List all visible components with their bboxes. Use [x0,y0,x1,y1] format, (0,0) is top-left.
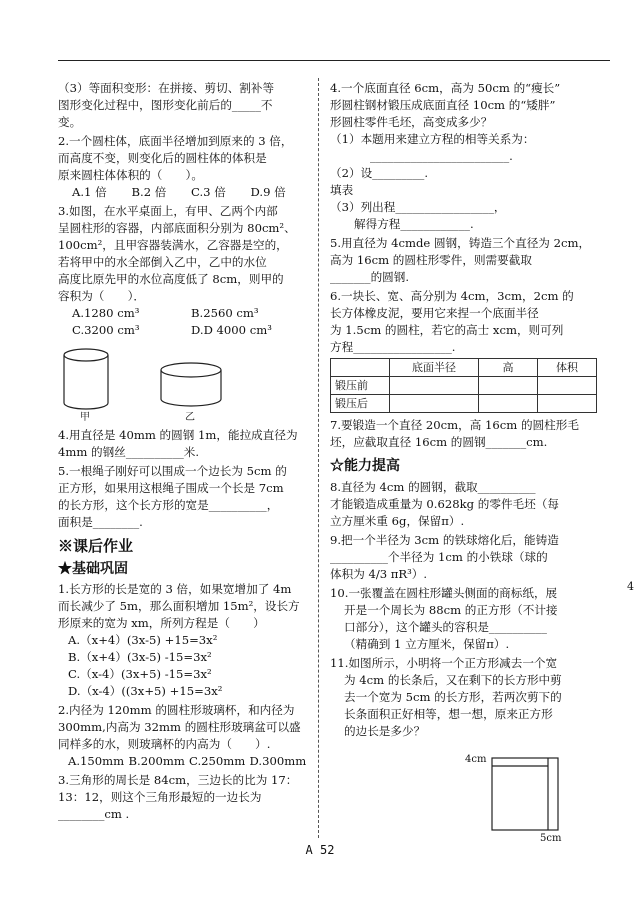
text-line: 1.长方形的长是宽的 3 倍，如果宽增加了 4m [58,582,292,596]
text-line: 9.把一个半径为 3cm 的铁球熔化后，能铸造 [330,533,559,547]
text-line: （1）本题用来建立方程的相等关系为： [330,132,535,146]
text-line: 长方体橡皮泥，要用它来捏一个底面半径 [330,306,539,320]
option-d: D.300mm [249,754,307,768]
text-line: ________________________. [370,149,513,163]
question-5 [58,463,310,531]
text-line: 立方厘米重 6g，保留π）. [330,514,465,528]
options [58,753,310,770]
cylinders-drawing [58,343,308,423]
label-5cm: 5cm [540,833,562,844]
text-line: 8.直径为 4cm 的圆钢，截取__________ [330,480,536,494]
text-line: （3）等面积变形：在拼接、剪切、割补等 [58,81,275,95]
section-homework-title: ※课后作业 [58,537,134,555]
homework-question-3 [58,772,310,823]
text-line: 100cm²，且甲容器装满水，乙容器是空的， [58,238,288,252]
left-column [58,80,310,825]
header-rule [58,60,610,61]
text-line: 2.一个圆柱体，底面半径增加到原来的 3 倍， [58,134,293,148]
homework-question-1 [58,581,310,700]
text-line: 的边长是多少？ [344,724,426,738]
table-cell: 高 [479,359,538,377]
option-d: D.（x-4）((3x+5) +15=3x² [68,684,223,698]
homework-question-2 [58,702,310,770]
right-column [330,80,612,843]
text-line: 4mm 的钢丝__________米. [58,445,200,459]
text-line: 变。 [58,115,82,129]
question-r7 [330,417,612,451]
text-line: （3）列出程_________________， [330,200,506,214]
option-b: B.（x+4）(3x-5) -15=3x² [68,650,212,664]
text-line: （2）设_________. [330,166,429,180]
item-area-transform [58,80,310,131]
table-cell[interactable] [390,395,479,413]
option-c: C.（x-4）(3x+5) -15=3x² [68,667,212,681]
text-line: 若将甲中的水全部倒入乙中，乙中的水位 [58,255,267,269]
option-c: C.3200 cm³ [72,323,140,337]
option-b: B.2560 cm³ [191,306,259,320]
text-line: 原来圆柱体体积的（ ）。 [58,168,203,182]
text-line: 呈圆柱形的容器，内部底面积分别为 80cm²、 [58,221,296,235]
square-cut-figure [330,746,612,844]
text-line: _______的圆钢. [330,270,410,284]
table-cell[interactable] [538,377,597,395]
question-r9 [330,532,612,583]
text-line: 开是一个周长为 88cm 的正方形（不计接 [344,603,558,617]
text-line: 高为 16cm 的圆柱形零件，则需要截取 [330,253,532,267]
text-line: 形圆柱钢材锻压成底面直径 10cm 的“矮胖” [330,98,556,112]
option-a: A.（x+4）(3x-5) +15=3x² [68,633,218,647]
option-a: A.1280 cm³ [72,306,140,320]
label-4cm: 4cm [465,754,487,765]
option-b: B.2 倍 [131,185,167,199]
text-line: 300mm,内高为 32mm 的圆柱形玻璃盆可以盛 [58,720,301,734]
options [58,184,310,201]
text-line: 7.要锻造一个直径 20cm，高 16cm 的圆柱形毛 [330,418,579,432]
text-line: 填表 [330,183,354,197]
option-b: B.200mm [128,754,185,768]
text-line: 形圆柱零件毛坯，高变成多少？ [330,115,493,129]
table-cell: 底面半径 [390,359,479,377]
text-line: 为 4cm 的长条后，又在剩下的长方形中剪 [344,673,562,687]
text-line: 5.一根绳子刚好可以围成一个边长为 5cm 的 [58,464,287,478]
text-line: 才能锻造成重量为 0.628kg 的零件毛坯（每 [330,497,559,511]
table-cell: 锻压前 [331,377,390,395]
text-line: 6.一块长、宽、高分别为 4cm，3cm，2cm 的 [330,289,574,303]
text-line: 4.用直径是 40mm 的圆钢 1m，能拉成直径为 [58,428,298,442]
question-2 [58,133,310,201]
text-line: 面积是________. [58,515,143,529]
table-cell[interactable] [390,377,479,395]
text-line: 容积为（ ）． [58,289,145,303]
text-line: 3.三角形的周长是 84cm，三边长的比为 17： [58,773,298,787]
text-line: 13：12，则这个三角形最短的一边长为 [58,790,262,804]
text-line: 的长方形，这个长方形的宽是__________， [58,498,279,512]
text-line: 同样多的水，则玻璃杯的内高为（ ）. [58,737,271,751]
option-c: C.250mm [189,754,246,768]
table-cell: 体积 [538,359,597,377]
text-line: 解得方程____________. [354,217,474,231]
question-4 [58,427,310,461]
text-line: 10.一张覆盖在圆柱形罐头侧面的商标纸，展 [330,586,558,600]
table-cell[interactable] [479,377,538,395]
text-line: 5.用直径为 4cmde 圆钢，铸造三个直径为 2cm， [330,236,591,250]
question-r8 [330,479,612,530]
text-line: 为 1.5cm 的圆柱，若它的高士 xcm，则可列 [330,323,564,337]
text-line: 坯，应截取直径 16cm 的圆钢_______cm. [330,435,548,449]
column-divider [318,78,319,838]
question-3 [58,203,310,423]
cylinder-figure [58,343,310,423]
text-line: 图形变化过程中，图形变化前后的_____不 [58,98,273,112]
text-line: 2.内径为 120mm 的圆柱形玻璃杯，和内径为 [58,703,295,717]
section-ability-title: ☆能力提高 [330,458,400,474]
text-line: ________cm . [58,807,130,821]
table-row [331,395,597,413]
text-line: 正方形，如果用这根绳子围成一个长是 7cm [58,481,284,495]
question-r10 [330,585,612,653]
side-mark: 4 [627,580,634,593]
forging-table [330,358,597,413]
text-line: __________个半径为 1cm 的小铁球（球的 [330,550,548,564]
option-c: C.3 倍 [191,185,226,199]
question-r4 [330,80,612,233]
text-line: 体积为 4/3 πR³）. [330,567,428,581]
table-cell[interactable] [538,395,597,413]
option-a: A.150mm [68,754,125,768]
text-line: 方程_________________. [330,340,456,354]
table-row [331,359,597,377]
table-row [331,377,597,395]
option-d: D.9 倍 [250,185,286,199]
text-line: 11.如图所示，小明将一个正方形减去一个宽 [330,656,558,670]
label-yi: 乙 [185,412,195,423]
text-line: 而高度不变，则变化后的圆柱体的体积是 [58,151,267,165]
option-d: D.D 4000 cm³ [191,323,272,337]
page-number: A 52 [305,843,335,857]
text-line: 口部分），这个罐头的容积是__________ [344,620,547,634]
question-r5 [330,235,612,286]
text-line: 而长减少了 5m，那么面积增加 15m²，设长方 [58,599,300,613]
options [58,305,310,339]
text-line: （精确到 1 立方厘米，保留π）. [344,637,510,651]
question-r11 [330,655,612,844]
options [58,632,310,700]
text-line: 形原来的宽为 xm，所列方程是（ ） [58,616,265,630]
text-line: 去一个宽为 5cm 的长方形，若两次剪下的 [344,690,562,704]
table-cell [331,359,390,377]
table-cell[interactable] [479,395,538,413]
text-line: 高度比原先甲的水位高度低了 8cm，则甲的 [58,272,284,286]
subsection-basic-title: ★基础巩固 [58,561,128,577]
table-cell: 锻压后 [331,395,390,413]
label-jia: 甲 [80,412,90,423]
text-line: 3.如图，在水平桌面上，有甲、乙两个内部 [58,204,278,218]
question-r6 [330,288,612,413]
text-line: 4.一个底面直径 6cm，高为 50cm 的“瘦长” [330,81,561,95]
option-a: A.1 倍 [72,185,107,199]
text-line: 长条面积正好相等，想一想，原来正方形 [344,707,553,721]
